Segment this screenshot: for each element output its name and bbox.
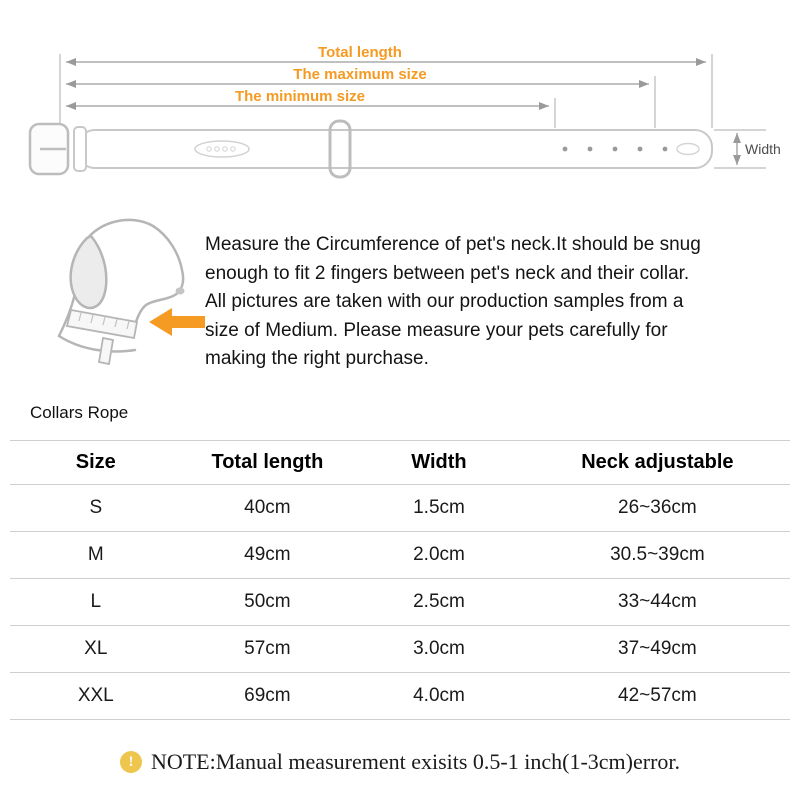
measuring-tape	[67, 310, 137, 364]
cell-neck-adjustable: 37~49cm	[525, 626, 790, 673]
cell-size: XXL	[10, 673, 182, 720]
instruction-line: enough to fit 2 fingers between pet's neck and their collar.	[205, 262, 690, 284]
cell-width: 1.5cm	[353, 485, 525, 532]
cell-size: M	[10, 532, 182, 579]
table-row-xxl	[10, 673, 790, 720]
label-width: Width	[745, 141, 781, 157]
dog-nose	[176, 288, 185, 295]
cell-total-length: 69cm	[182, 673, 354, 720]
col-header-neck-adjustable: Neck adjustable	[525, 441, 790, 485]
cell-width: 4.0cm	[353, 673, 525, 720]
label-total-length: Total length	[318, 44, 402, 61]
instruction-line: Measure the Circumference of pet's neck.It should be snug	[205, 234, 701, 255]
table-header-row	[10, 441, 790, 485]
dog-head-illustration	[55, 210, 215, 370]
cell-size: XL	[10, 626, 182, 673]
cell-total-length: 57cm	[182, 626, 354, 673]
measuring-instructions	[205, 231, 785, 374]
size-table	[10, 440, 790, 720]
instruction-line: making the right purchase.	[205, 348, 429, 370]
col-header-size: Size	[10, 441, 182, 485]
exclamation-circle-icon: !	[120, 751, 142, 773]
note-text: NOTE:Manual measurement exisits 0.5-1 inch(1-3cm)error.	[150, 749, 681, 774]
measurement-note	[0, 749, 800, 775]
cell-size: L	[10, 579, 182, 626]
cell-neck-adjustable: 33~44cm	[525, 579, 790, 626]
table-row-s	[10, 485, 790, 532]
col-header-total-length: Total length	[182, 441, 354, 485]
cell-neck-adjustable: 26~36cm	[525, 485, 790, 532]
cell-neck-adjustable: 42~57cm	[525, 673, 790, 720]
label-maximum-size: The maximum size	[293, 66, 427, 83]
cell-size: S	[10, 485, 182, 532]
instruction-line: size of Medium. Please measure your pets carefully for	[205, 319, 668, 341]
table-row-m	[10, 532, 790, 579]
instruction-line: All pictures are taken with our production samples from a	[205, 291, 684, 313]
cell-total-length: 49cm	[182, 532, 354, 579]
collar-measurement-diagram	[0, 0, 800, 200]
table-row-l	[10, 579, 790, 626]
col-header-width: Width	[353, 441, 525, 485]
neck-pointer-arrow-icon	[149, 308, 205, 336]
table-caption: Collars Rope	[30, 403, 129, 422]
cell-width: 2.0cm	[353, 532, 525, 579]
label-minimum-size: The minimum size	[234, 88, 366, 105]
collar-buckle	[30, 124, 86, 174]
table-row-xl	[10, 626, 790, 673]
dog-ear	[71, 236, 107, 308]
cell-neck-adjustable: 30.5~39cm	[525, 532, 790, 579]
cell-width: 2.5cm	[353, 579, 525, 626]
cell-total-length: 50cm	[182, 579, 354, 626]
cell-total-length: 40cm	[182, 485, 354, 532]
cell-width: 3.0cm	[353, 626, 525, 673]
